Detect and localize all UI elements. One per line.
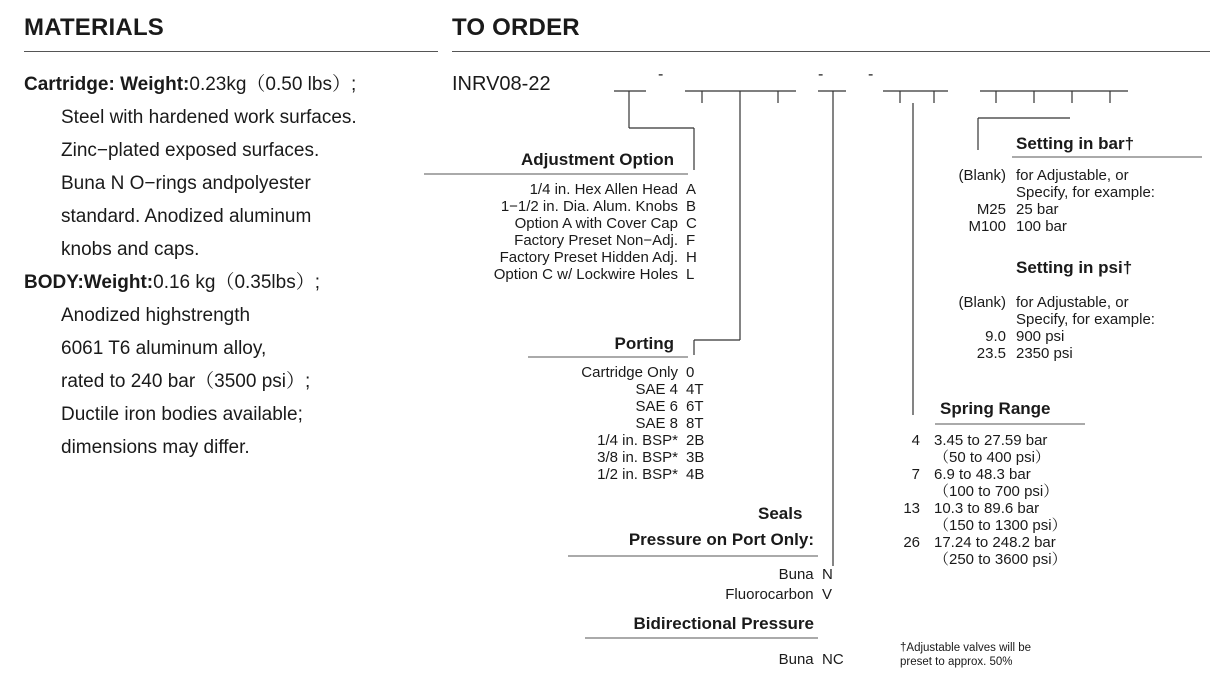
adjustment-option-code: L	[686, 266, 695, 283]
spring-range-code	[880, 483, 920, 500]
setting-bar-title: Setting in bar†	[1016, 134, 1135, 153]
setting-psi-code: (Blank)	[958, 294, 1006, 311]
seal-label: Buna	[778, 651, 814, 668]
adjustment-option-label: 1/4 in. Hex Allen Head	[529, 181, 678, 198]
setting-bar-codes	[920, 167, 1006, 235]
setting-bar-code: M25	[976, 201, 1006, 218]
adjustment-option-code: B	[686, 198, 697, 215]
spring-range-desc: （100 to 700 psi）	[934, 483, 1059, 500]
body-weight: 0.16 kg（0.35lbs）;	[153, 272, 320, 293]
seal-label: Buna	[778, 566, 814, 583]
setting-psi-descriptions	[1016, 294, 1155, 362]
porting-label: 3/8 in. BSP*	[597, 449, 678, 466]
porting-code: 4T	[686, 381, 704, 398]
porting-code: 2B	[686, 432, 705, 449]
adjustment-option-label: Option C w/ Lockwire Holes	[493, 266, 678, 283]
setting-bar-desc: Specify, for example:	[1016, 184, 1155, 201]
porting-codes	[686, 364, 704, 483]
spring-range-codes	[880, 432, 920, 568]
adjustment-option-code: C	[686, 215, 697, 232]
footnote-line: †Adjustable valves will be	[900, 642, 1032, 654]
porting-label: SAE 6	[635, 398, 678, 415]
spring-range-code: 13	[903, 500, 920, 517]
body-line: Anodized highstrength	[61, 305, 251, 326]
setting-psi-code	[920, 311, 1006, 328]
adjustment-option-labels	[380, 181, 678, 283]
seal-label: Fluorocarbon	[725, 586, 814, 603]
porting-label: 1/2 in. BSP*	[597, 466, 678, 483]
setting-psi-desc: 2350 psi	[1016, 345, 1073, 362]
porting-code: 3B	[686, 449, 705, 466]
spring-range-code: 4	[911, 432, 920, 449]
bidirectional-title: Bidirectional Pressure	[633, 614, 814, 633]
setting-bar-desc: 100 bar	[1016, 218, 1067, 235]
seals-title: Seals	[758, 504, 803, 523]
seal-code: NC	[822, 651, 844, 668]
seal-code: N	[822, 566, 833, 583]
spring-range-code	[880, 551, 920, 568]
cartridge-line: Buna N O−rings andpolyester	[61, 173, 311, 194]
setting-psi-desc: for Adjustable, or	[1016, 294, 1129, 311]
body-line: 6061 T6 aluminum alloy,	[61, 338, 267, 359]
order-dash: -	[868, 66, 874, 83]
footnote	[900, 641, 1031, 669]
porting-label: SAE 4	[635, 381, 678, 398]
setting-bar-code: (Blank)	[958, 167, 1006, 184]
porting-code: 4B	[686, 466, 705, 483]
setting-psi-desc: 900 psi	[1016, 328, 1065, 345]
adjustment-option-code: A	[686, 181, 697, 198]
spring-range-desc: （250 to 3600 psi）	[934, 551, 1067, 568]
model-number: INRV08-22	[452, 73, 551, 95]
adjustment-option-title: Adjustment Option	[521, 150, 674, 169]
materials-heading: MATERIALS	[24, 14, 165, 41]
seal-port-row	[620, 586, 850, 603]
setting-bar-desc: for Adjustable, or	[1016, 167, 1129, 184]
cartridge-line: Zinc−plated exposed surfaces.	[61, 140, 320, 161]
body-label: BODY:Weight:	[24, 272, 154, 293]
cartridge-label: Cartridge: Weight:	[24, 74, 190, 95]
body-line: dimensions may differ.	[61, 437, 250, 458]
porting-label: 1/4 in. BSP*	[597, 432, 678, 449]
setting-psi-title: Setting in psi†	[1016, 258, 1133, 277]
spring-range-desc: （150 to 1300 psi）	[934, 517, 1067, 534]
adjustment-option-label: Factory Preset Non−Adj.	[514, 232, 678, 249]
setting-psi-desc: Specify, for example:	[1016, 311, 1155, 328]
spring-range-desc: 3.45 to 27.59 bar	[934, 432, 1048, 449]
porting-code: 8T	[686, 415, 704, 432]
spring-range-code	[880, 517, 920, 534]
order-dash: -	[818, 66, 824, 83]
setting-bar-desc: 25 bar	[1016, 201, 1059, 218]
setting-psi-code: 9.0	[985, 328, 1006, 345]
adjustment-option-label: Option A with Cover Cap	[514, 215, 678, 232]
setting-bar-code	[920, 184, 1006, 201]
setting-psi-codes	[920, 294, 1006, 362]
spring-range-code: 7	[911, 466, 920, 483]
cartridge-weight: 0.23kg（0.50 lbs）;	[189, 74, 357, 95]
spring-range-code: 26	[903, 534, 920, 551]
body-line: Ductile iron bodies available;	[61, 404, 303, 425]
adjustment-option-label: Factory Preset Hidden Adj.	[499, 249, 678, 266]
to-order-heading: TO ORDER	[452, 14, 580, 41]
spring-range-descriptions	[934, 432, 1067, 568]
footnote-line: preset to approx. 50%	[900, 656, 1013, 668]
spring-range-desc: 6.9 to 48.3 bar	[934, 466, 1031, 483]
setting-bar-code: M100	[968, 218, 1006, 235]
adjustment-option-code: F	[686, 232, 696, 249]
porting-label: SAE 8	[635, 415, 678, 432]
setting-bar-descriptions	[1016, 167, 1155, 235]
order-dash: -	[658, 66, 664, 83]
spring-range-desc: 17.24 to 248.2 bar	[934, 534, 1056, 551]
adjustment-option-label: 1−1/2 in. Dia. Alum. Knobs	[500, 198, 678, 215]
adjustment-option-code: H	[686, 249, 697, 266]
body-line: rated to 240 bar（3500 psi）;	[61, 371, 311, 392]
cartridge-line: Steel with hardened work surfaces.	[61, 107, 357, 128]
porting-code: 6T	[686, 398, 704, 415]
porting-code: 0	[686, 364, 695, 381]
seal-code: V	[822, 586, 833, 603]
cartridge-line: standard. Anodized aluminum	[61, 206, 312, 227]
porting-label: Cartridge Only	[581, 364, 678, 381]
spring-range-code	[880, 449, 920, 466]
adjustment-option-codes	[686, 181, 697, 283]
pressure-port-title: Pressure on Port Only:	[628, 530, 814, 549]
spring-range-desc: 10.3 to 89.6 bar	[934, 500, 1040, 517]
seal-bidirectional-row	[620, 651, 850, 668]
spring-range-desc: （50 to 400 psi）	[934, 449, 1050, 466]
cartridge-line: knobs and caps.	[61, 239, 200, 260]
setting-psi-code: 23.5	[976, 345, 1006, 362]
porting-title: Porting	[614, 334, 674, 353]
seal-port-row	[620, 566, 850, 583]
porting-labels	[480, 364, 678, 483]
spring-range-title: Spring Range	[940, 399, 1051, 418]
